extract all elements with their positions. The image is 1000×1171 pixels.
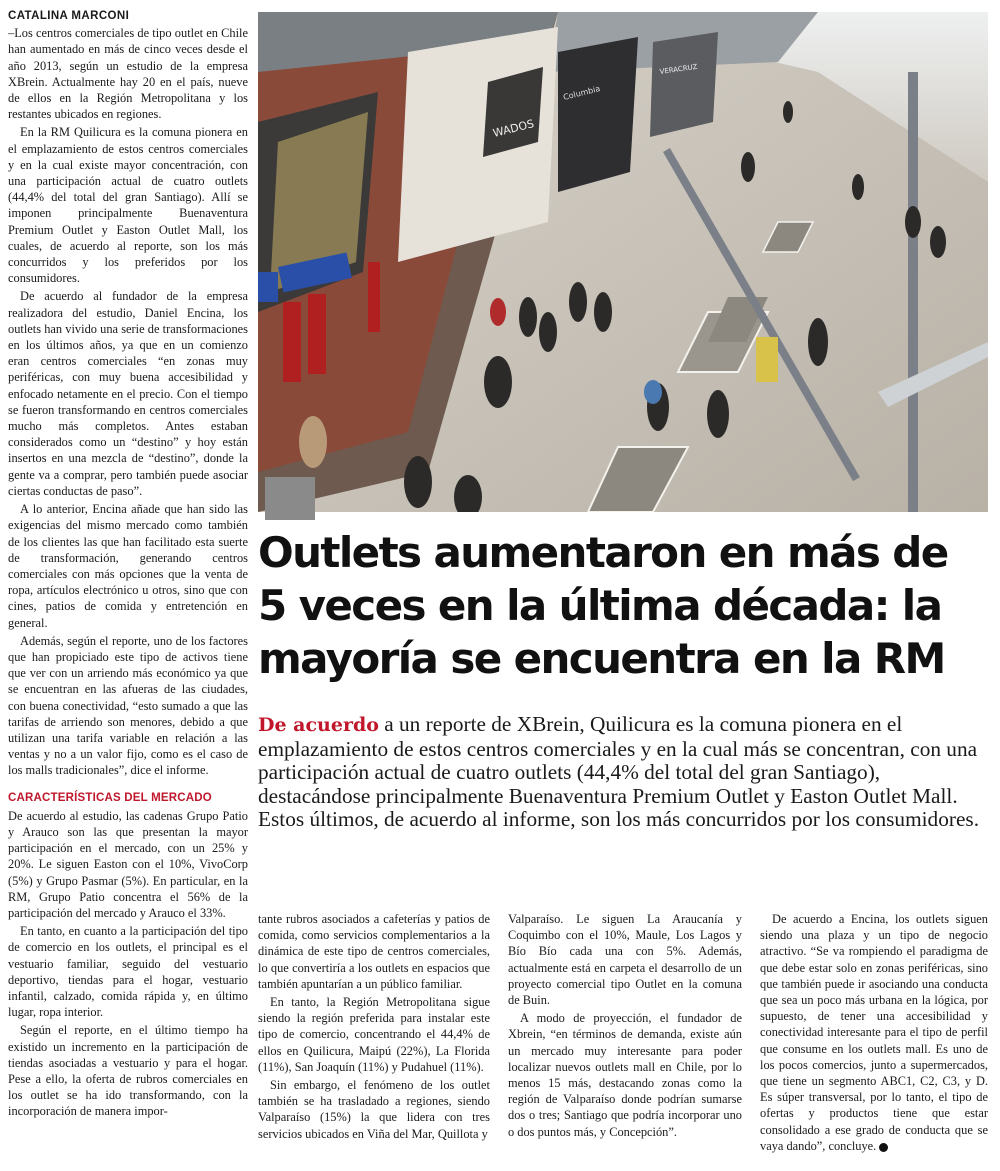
body-paragraph: En la RM Quilicura es la comuna pionera en el emplazamiento de estos centros comerciales y en la cual existe mayor concentración, con una participación actual de cuatro outlets (44,4% del total del gran Santiago). Allí se imponen principalmente Buenaventura Premium Outlet y Easton Outlet Mall, los cuales, de acuerdo al reporte, son los más concurridos y los preferidos por los consumidores. [8, 125, 248, 286]
end-of-article-icon [879, 1143, 888, 1152]
byline: CATALINA MARCONI [8, 10, 130, 22]
photo-corner-tab [265, 477, 315, 520]
body-column-4 [760, 911, 988, 1156]
body-paragraph: Sin embargo, el fenómeno de los outlet también se ha trasladado a regiones, siendo Valparaíso (15%) la que lidera con tres servicios ubicados en Viña del Mar, Quillota y [258, 1078, 490, 1141]
lead-highlight: De acuerdo [258, 714, 379, 736]
headline: Outlets aumentaron en más de 5 veces en la última década: la mayoría se encuentra en la RM [258, 528, 948, 683]
body-paragraph: De acuerdo al fundador de la empresa realizadora del estudio, Daniel Encina, los outlets han vivido una serie de transformaciones en los últimos años, ya que en un comienzo eran centros comerciales “en zonas muy periféricas, con muy buena accesibilidad y enfocado netamente en el precio. Con el tiempo se fueron transformando en centros comerciales mucho más completos. Antes estaban considerados como un “destino” y hoy están insertos en una mezcla de “destino”, donde la gente va a comprar, pero también puede asociar ciertas conductas de paso”. [8, 289, 248, 498]
body-paragraph: De acuerdo al estudio, las cadenas Grupo Patio y Arauco son las que presentan la mayor participación en el mercado, con un 25% y 20%. Le siguen Easton con el 10%, VivoCorp (5%) y Grupo Pasmar (5%). En particular, en la RM, Grupo Patio concentra el 56% de la participación del mercado y Arauco el 33%. [8, 808, 248, 920]
body-paragraph: A lo anterior, Encina añade que han sido las exigencias del mismo mercado como también de los clientes las que han facilitado esta suerte de transformación, generando centros comerciales con más opciones que la venta de ropa, artículos electrónico u otros, sino que con cines, patios de comida y entretención en general. [8, 502, 248, 630]
body-paragraph: tante rubros asociados a cafeterías y patios de comida, como servicios complementarios a la dinámica de este tipo de centros comerciales, lo que convertiría a los outlets en espacios que también apuntarían a un público familiar. [258, 912, 490, 991]
store-sign-wados: WADOS [491, 117, 536, 140]
body-paragraph: A modo de proyección, el fundador de Xbrein, “en términos de demanda, existe aún un mercado muy interesante para poder localizar nuevos outlets mall en Chile, por lo menos 15 más, destacando zonas como la región de Valparaíso donde podrían sumarse dos o tres; Santiago que podría incorporar uno o dos puntos más, y Concepción”. [508, 1011, 742, 1139]
store-sign-columbia: Columbia [562, 84, 602, 102]
outlet-mall-photo [258, 12, 988, 512]
body-paragraph: En tanto, la Región Metropolitana sigue siendo la región preferida para instalar este tipo de comercio, concentrando el 44,4% de ellos en Quilicura, Maipú (22%), La Florida (11%), San Joaquín (11%) y Pudahuel (11%). [258, 995, 490, 1074]
store-sign-veracruz: VERACRUZ [659, 62, 698, 76]
closing-paragraph-text: De acuerdo a Encina, los outlets siguen siendo una plaza y un tipo de negocio atractivo. “Se va rompiendo el paradigma de que debe estar solo en zonas periféricas, sino que también puede ir asociando una conducta que sea un poco más urbana en la lógica, por supuesto, de tener una accesibilidad y conectividad interesante para el tipo de perfil que consume en los outlets mall. Es uno de los pocos comercios, junto a supermercados, que tiene un segmento ABC1, C2, C3, y D. Es súper transversal, por lo tanto, el tipo de ofertas y productos tiene que estar consolidado a ese grado de conducta que se vaya dando”, concluye. [760, 912, 988, 1153]
body-column-3 [508, 911, 742, 1142]
lead-text: a un reporte de XBrein, Quilicura es la comuna pionera en el emplazamiento de estos centros comerciales y en la cual más se concentran, con una participación actual de cuatro outlets (44,4% del total del gran Santiago), destacándose principalmente Buenaventura Premium Outlet y Easton Outlet Mall. Estos últimos, de acuerdo al informe, son los más concurridos por los consumidores. [258, 712, 980, 832]
body-paragraph: Según el reporte, en el último tiempo ha existido un incremento en la participación de tiendas asociadas a vestuario y para el hogar. Pese a ello, la oferta de rubros comerciales en los outlet se ha ido transformando, con la incorporación de manera impor- [8, 1023, 248, 1119]
left-column [8, 8, 248, 1122]
lead-paragraph [258, 713, 988, 832]
body-paragraph: En tanto, en cuanto a la participación del tipo de comercio en los outlets, el principal es el vestuario familiar, seguido del vestuario deportivo, tiendas para el hogar, vestuario infantil, calzado, comida rápida y, en último lugar, ropa interior. [8, 924, 248, 1020]
body-paragraph: Además, según el reporte, uno de los factores que han propiciado este tipo de activos tiene que ver con un arriendo más económico ya que se encuentran en las afueras de las ciudades, con buena conectividad, “esto sumado a que las tarifas de arriendo son menores, debido a que utilizan una tarifa variable en relación a las ventas y no a un valor fijo, como es el caso de los malls tradicionales”, dice el informe. [8, 633, 248, 778]
section-subhead: CARACTERÍSTICAS DEL MERCADO [8, 791, 212, 804]
body-paragraph: Valparaíso. Le siguen La Araucanía y Coquimbo con el 10%, Maule, Los Lagos y Bío Bío cada una con 5%. Además, actualmente está en carpeta el desarrollo de un proyecto comercial tipo Outlet en la comuna de Buin. [508, 912, 742, 1008]
body-paragraph [760, 911, 988, 1154]
body-paragraph: –Los centros comerciales de tipo outlet en Chile han aumentado en más de cinco veces desde el año 2013, según un estudio de la empresa XBrein. Actualmente hay 20 en el país, nueve de ellos en la Región Metropolitana y los restantes ubicados en regiones. [8, 26, 248, 122]
body-column-2 [258, 911, 490, 1144]
